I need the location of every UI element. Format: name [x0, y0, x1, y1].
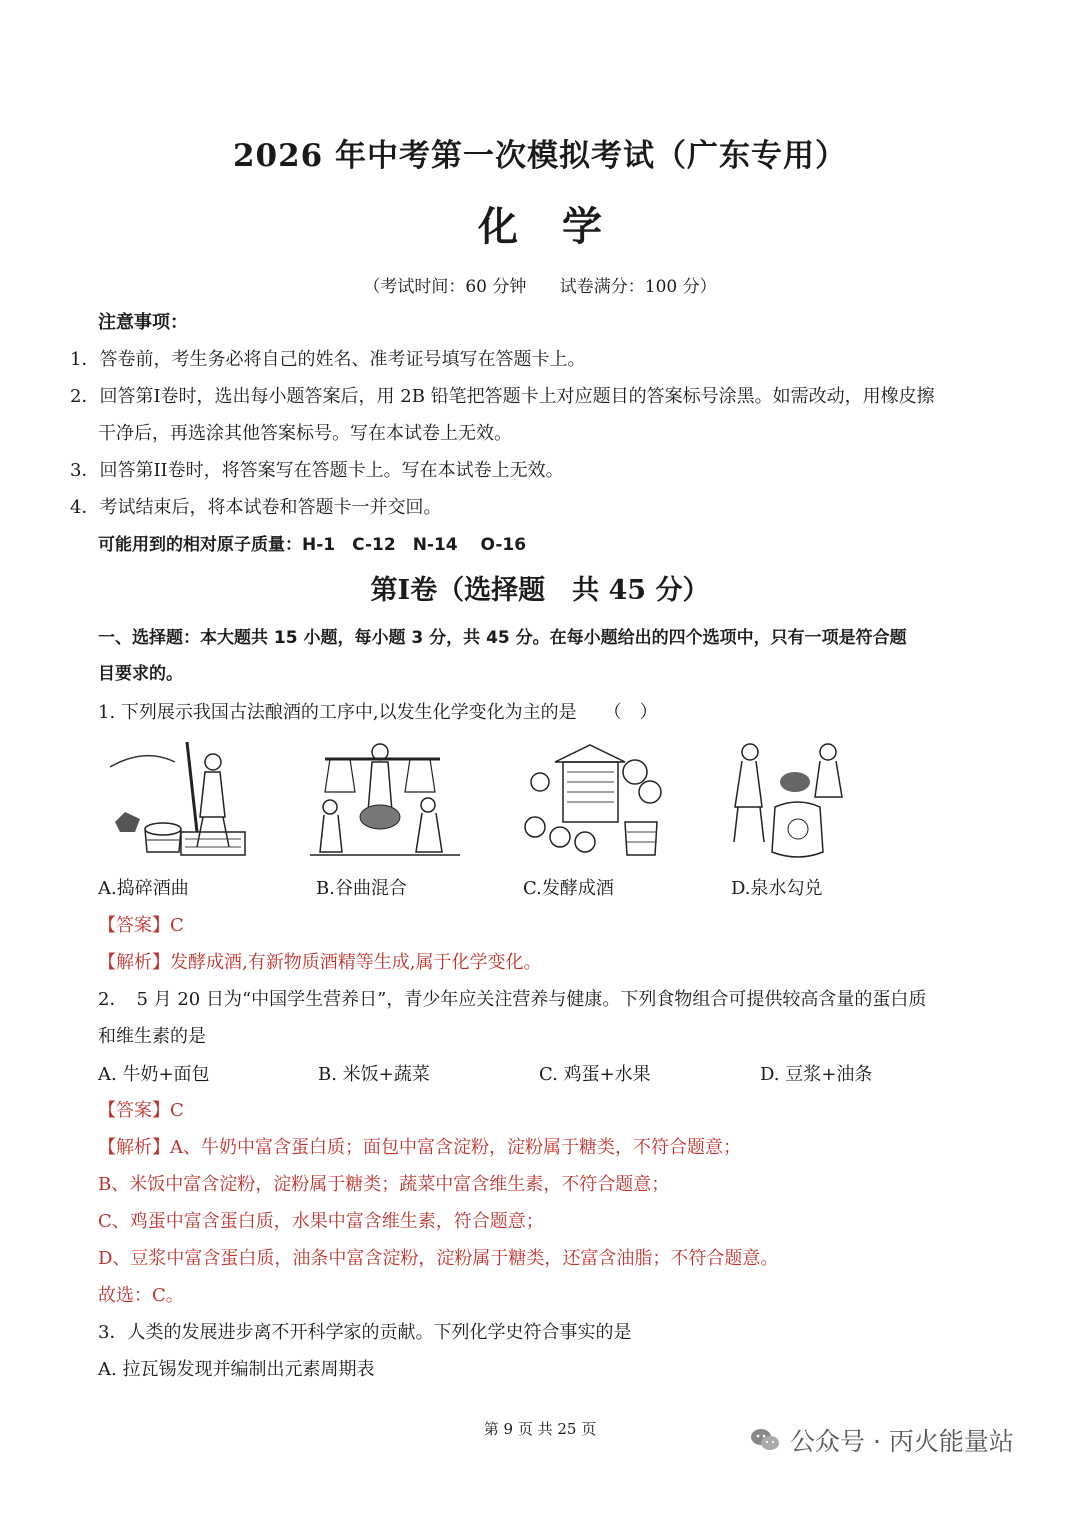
notice-item: 2．回答第I卷时，选出每小题答案后，用 2B 铅笔把答题卡上对应题目的答案标号涂黑。如需改动，用橡皮擦	[70, 386, 935, 407]
q1-option-b: B.谷曲混合	[316, 878, 407, 899]
pounding-yeast-illustration	[105, 737, 255, 862]
section-intro: 一、选择题：本大题共 15 小题，每小题 3 分，共 45 分。在每小题给出的四个选项中，只有一项是符合题	[98, 628, 907, 648]
watermark-text: 公众号 · 丙火能量站	[790, 1427, 1014, 1456]
exam-info	[0, 272, 1080, 297]
wechat-icon	[750, 1427, 780, 1453]
q2-analysis: B、米饭中富含淀粉，淀粉属于糖类；蔬菜中富含维生素，不符合题意；	[98, 1174, 670, 1195]
q1-option-d: D.泉水勾兑	[731, 878, 823, 899]
notice-item: 3．回答第II卷时，将答案写在答题卡上。写在本试卷上无效。	[70, 460, 564, 481]
page-footer: 第 9 页 共 25 页	[483, 1420, 597, 1438]
section-intro: 目要求的。	[98, 664, 183, 684]
q1-option-a: A.捣碎酒曲	[98, 878, 189, 899]
q1-analysis: 【解析】发酵成酒,有新物质酒精等生成,属于化学变化。	[98, 952, 542, 973]
q3-option-a: A. 拉瓦锡发现并编制出元素周期表	[98, 1359, 375, 1380]
notice-item: 1．答卷前，考生务必将自己的姓名、准考证号填写在答题卡上。	[70, 349, 586, 370]
q2-analysis: 【解析】A、牛奶中富含蛋白质；面包中富含淀粉，淀粉属于糖类，不符合题意；	[98, 1137, 741, 1158]
q2-answer: 【答案】C	[98, 1100, 184, 1121]
q2-stem: 和维生素的是	[98, 1026, 206, 1047]
q2-stem: 2． 5 月 20 日为“中国学生营养日”，青少年应关注营养与健康。下列食物组合可提供较高含量的蛋白质	[98, 989, 927, 1010]
watermark	[750, 1422, 1014, 1458]
q2-option-b: B. 米饭+蔬菜	[318, 1064, 430, 1085]
blending-water-illustration	[720, 737, 870, 862]
q1-answer: 【答案】C	[98, 915, 184, 936]
subject-title: 化学	[478, 203, 646, 250]
notice-item: 干净后，再选涂其他答案标号。写在本试卷上无效。	[98, 423, 512, 444]
q3-stem: 3．人类的发展进步离不开科学家的贡献。下列化学史符合事实的是	[98, 1322, 632, 1343]
q1-option-c: C.发酵成酒	[523, 878, 614, 899]
mixing-grain-illustration	[310, 737, 460, 862]
section-title: 第I卷（选择题 共 45 分）	[370, 575, 710, 606]
q1-stem: 1. 下列展示我国古法酿酒的工序中,以发生化学变化为主的是 （ ）	[98, 702, 658, 723]
notice-heading: 注意事项：	[98, 312, 188, 333]
q2-conclusion: 故选：C。	[98, 1285, 184, 1306]
q2-option-a: A. 牛奶+面包	[98, 1064, 210, 1085]
q2-option-c: C. 鸡蛋+水果	[539, 1064, 651, 1085]
q2-analysis: C、鸡蛋中富含蛋白质，水果中富含维生素，符合题意；	[98, 1211, 544, 1232]
notice-item: 4．考试结束后，将本试卷和答题卡一并交回。	[70, 497, 442, 518]
exam-time: （考试时间：60 分钟	[363, 277, 527, 297]
atomic-mass: 可能用到的相对原子质量：H-1 C-12 N-14 O-16	[98, 535, 527, 555]
q2-option-d: D. 豆浆+油条	[760, 1064, 873, 1085]
q1-illustrations	[100, 737, 900, 867]
fermentation-illustration	[515, 737, 665, 862]
exam-score: 试卷满分：100 分）	[559, 277, 717, 297]
q2-analysis: D、豆浆中富含蛋白质，油条中富含淀粉，淀粉属于糖类，还富含油脂；不符合题意。	[98, 1248, 779, 1269]
exam-title: 2026 年中考第一次模拟考试（广东专用）	[232, 138, 848, 174]
